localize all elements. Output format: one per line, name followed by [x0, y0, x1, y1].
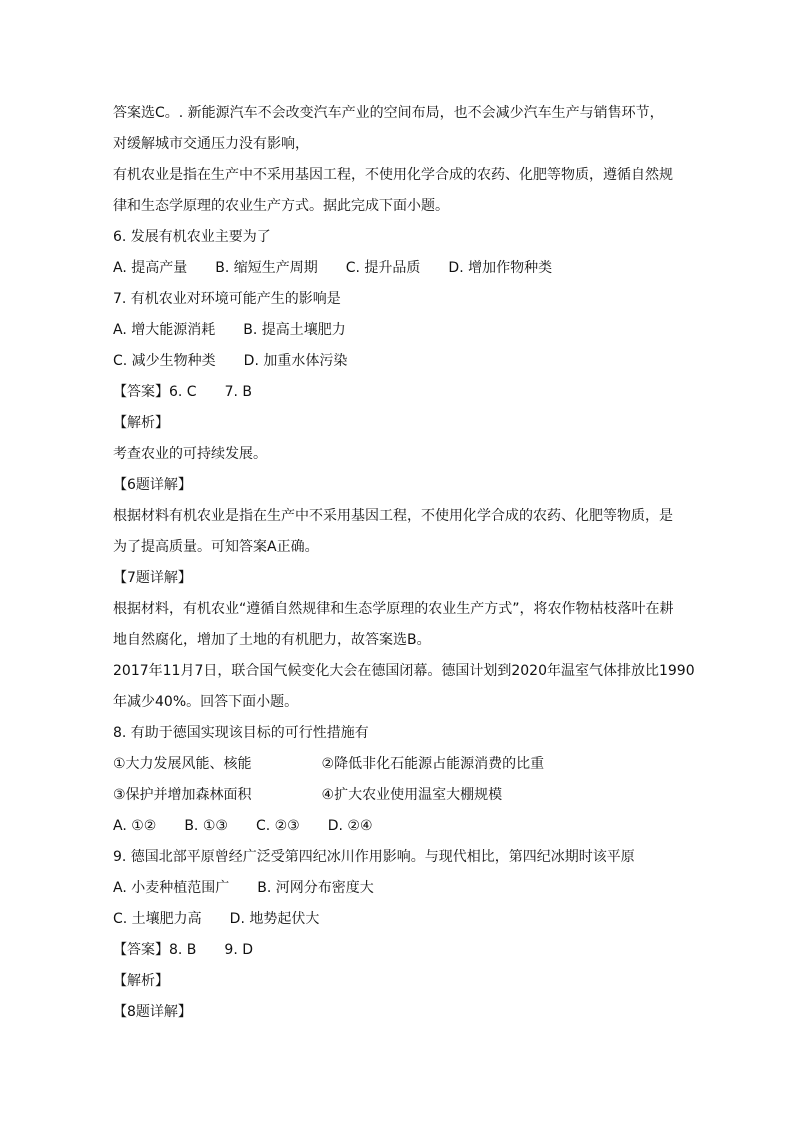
answer-6-7: 【答案】6. C 7. B [113, 384, 252, 400]
text-line: 地自然腐化，增加了土地的有机肥力，故答案选B。 [113, 632, 431, 648]
question-8-statements-34: ③保护并增加森林面积 ④扩大农业使用温室大棚规模 [113, 787, 503, 803]
question-8-options: A. ①② B. ①③ C. ②③ D. ②④ [113, 818, 373, 834]
question-9: 9. 德国北部平原曾经广泛受第四纪冰川作用影响。与现代相比，第四纪冰期时该平原 [113, 849, 635, 865]
text-line: 2017年11月7日，联合国气候变化大会在德国闭幕。德国计划到2020年温室气体排放比1990 [113, 663, 695, 679]
question-6: 6. 发展有机农业主要为了 [113, 229, 271, 245]
question-6-options: A. 提高产量 B. 缩短生产周期 C. 提升品质 D. 增加作物种类 [113, 260, 553, 276]
text-line: 为了提高质量。可知答案A正确。 [113, 539, 319, 555]
question-7-options-ab: A. 增大能源消耗 B. 提高土壤肥力 [113, 322, 346, 338]
answer-8-9: 【答案】8. B 9. D [113, 942, 253, 958]
question-7-options-cd: C. 减少生物种类 D. 加重水体污染 [113, 353, 348, 369]
analysis-heading: 【解析】 [113, 973, 169, 989]
text-line: 对缓解城市交通压力没有影响， [113, 136, 309, 152]
q8-detail-heading: 【8题详解】 [113, 1004, 192, 1020]
q6-detail-heading: 【6题详解】 [113, 477, 192, 493]
document-page [113, 98, 695, 1028]
text-line: 答案选C。. 新能源汽车不会改变汽车产业的空间布局，也不会减少汽车生产与销售环节， [113, 105, 664, 121]
q7-detail-heading: 【7题详解】 [113, 570, 192, 586]
analysis-text: 考查农业的可持续发展。 [113, 446, 267, 462]
text-line: 根据材料，有机农业“遵循自然规律和生态学原理的农业生产方式”，将农作物枯枝落叶在耕 [113, 601, 674, 617]
question-9-options-ab: A. 小麦种植范围广 B. 河网分布密度大 [113, 880, 374, 896]
text-line: 有机农业是指在生产中不采用基因工程，不使用化学合成的农药、化肥等物质，遵循自然规 [113, 167, 673, 183]
text-line: 律和生态学原理的农业生产方式。据此完成下面小题。 [113, 198, 449, 214]
analysis-heading: 【解析】 [113, 415, 169, 431]
question-8-statements-12: ①大力发展风能、核能 ②降低非化石能源占能源消费的比重 [113, 756, 545, 772]
text-line: 根据材料有机农业是指在生产中不采用基因工程，不使用化学合成的农药、化肥等物质，是 [113, 508, 673, 524]
question-7: 7. 有机农业对环境可能产生的影响是 [113, 291, 341, 307]
question-9-options-cd: C. 土壤肥力高 D. 地势起伏大 [113, 911, 320, 927]
text-line: 年减少40%。回答下面小题。 [113, 694, 299, 710]
question-8: 8. 有助于德国实现该目标的可行性措施有 [113, 725, 369, 741]
